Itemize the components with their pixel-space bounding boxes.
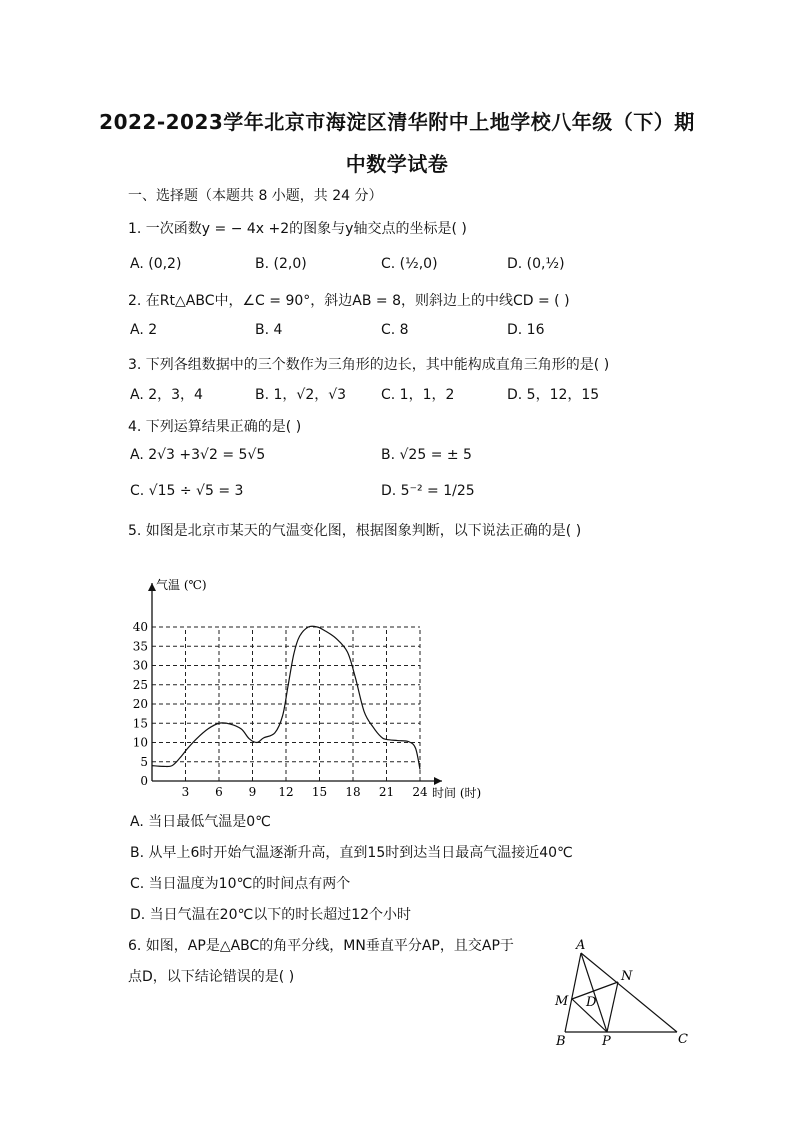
y-tick-label: 25 xyxy=(132,677,148,692)
x-tick-label: 6 xyxy=(215,785,223,799)
q2-option-c: C. 8 xyxy=(381,322,409,338)
y-tick-label: 20 xyxy=(132,697,148,711)
q2-option-b: B. 4 xyxy=(255,322,283,338)
x-tick-label: 3 xyxy=(181,785,190,799)
label-a: A xyxy=(576,938,586,953)
y-tick-label: 15 xyxy=(132,716,148,731)
x-tick-label: 18 xyxy=(345,785,361,799)
label-p: P xyxy=(602,1034,611,1049)
q4-option-b: B. √25 = ± 5 xyxy=(381,447,472,463)
x-tick-label: 21 xyxy=(378,785,395,799)
q1-option-d: D. (0,½) xyxy=(507,256,565,272)
question-3-stem: 3. 下列各组数据中的三个数作为三角形的边长，其中能构成直角三角形的是( ) xyxy=(128,357,610,373)
label-b: B xyxy=(556,1034,566,1049)
question-6-stem-line1: 6. 如图，AP是△ABC的角平分线，MN垂直平分AP，且交AP于 xyxy=(128,938,514,954)
question-4-stem: 4. 下列运算结果正确的是( ) xyxy=(128,419,302,435)
y-tick-label: 0 xyxy=(140,774,148,788)
label-c: C xyxy=(678,1032,688,1047)
q4-option-c: C. √15 ÷ √5 = 3 xyxy=(130,483,244,499)
triangle-figure xyxy=(545,935,705,1050)
q5-option-d: D. 当日气温在20℃以下的时长超过12个小时 xyxy=(130,907,412,923)
q3-option-b: B. 1，√2，√3 xyxy=(255,387,347,403)
x-tick-label: 9 xyxy=(248,785,257,799)
q5-option-b: B. 从早上6时开始气温逐渐升高，直到15时到达当日最高气温接近40℃ xyxy=(130,845,573,861)
y-tick-label: 5 xyxy=(140,754,148,769)
y-axis-label: 气温 (℃) xyxy=(156,578,207,592)
x-tick-label: 24 xyxy=(412,785,428,799)
y-tick-label: 10 xyxy=(132,735,148,750)
label-d: D xyxy=(586,995,597,1010)
q1-option-b: B. (2,0) xyxy=(255,256,307,272)
chart-grid xyxy=(152,627,420,781)
y-axis-arrow xyxy=(148,583,156,591)
question-1-stem: 1. 一次函数y = − 4x +2的图象与y轴交点的坐标是( ) xyxy=(128,221,467,237)
question-5-stem: 5. 如图是北京市某天的气温变化图，根据图象判断，以下说法正确的是( ) xyxy=(128,523,582,539)
q3-option-a: A. 2，3，4 xyxy=(130,387,203,403)
page-title-line1: 2022-2023学年北京市海淀区清华附中上地学校八年级（下）期 xyxy=(99,110,695,134)
q4-option-d: D. 5⁻² = 1/25 xyxy=(381,483,475,499)
q2-option-d: D. 16 xyxy=(507,322,545,338)
label-n: N xyxy=(621,969,633,984)
section-heading: 一、选择题（本题共 8 小题，共 24 分） xyxy=(128,188,383,204)
q2-option-a: A. 2 xyxy=(130,322,158,338)
chart-axes xyxy=(148,583,442,785)
x-axis-arrow xyxy=(434,777,442,785)
y-tick-label: 30 xyxy=(132,658,148,673)
q3-option-d: D. 5，12，15 xyxy=(507,387,600,403)
q5-option-c: C. 当日温度为10℃的时间点有两个 xyxy=(130,876,351,892)
x-tick-label: 15 xyxy=(311,785,328,799)
y-tick-label: 40 xyxy=(132,620,148,634)
q5-option-a: A. 当日最低气温是0℃ xyxy=(130,814,271,830)
y-tick-label: 35 xyxy=(132,639,148,654)
x-axis-label: 时间 (时) xyxy=(432,786,482,800)
q1-option-c: C. (½,0) xyxy=(381,256,438,272)
label-m: M xyxy=(555,994,569,1009)
question-2-stem: 2. 在Rt△ABC中，∠C = 90°，斜边AB = 8，则斜边上的中线CD = ( ) xyxy=(128,293,570,309)
q4-option-a: A. 2√3 +3√2 = 5√5 xyxy=(130,447,266,463)
x-tick-label: 12 xyxy=(278,785,294,799)
q1-option-a: A. (0,2) xyxy=(130,256,182,272)
question-6-stem-line2: 点D，以下结论错误的是( ) xyxy=(128,969,295,985)
page-title-line2: 中数学试卷 xyxy=(345,152,449,176)
chart-ticks xyxy=(133,620,428,799)
segment-ab xyxy=(565,953,581,1032)
segment-ac xyxy=(581,953,677,1032)
q3-option-c: C. 1，1，2 xyxy=(381,387,455,403)
temperature-chart xyxy=(130,570,500,805)
segment-np xyxy=(607,982,618,1032)
